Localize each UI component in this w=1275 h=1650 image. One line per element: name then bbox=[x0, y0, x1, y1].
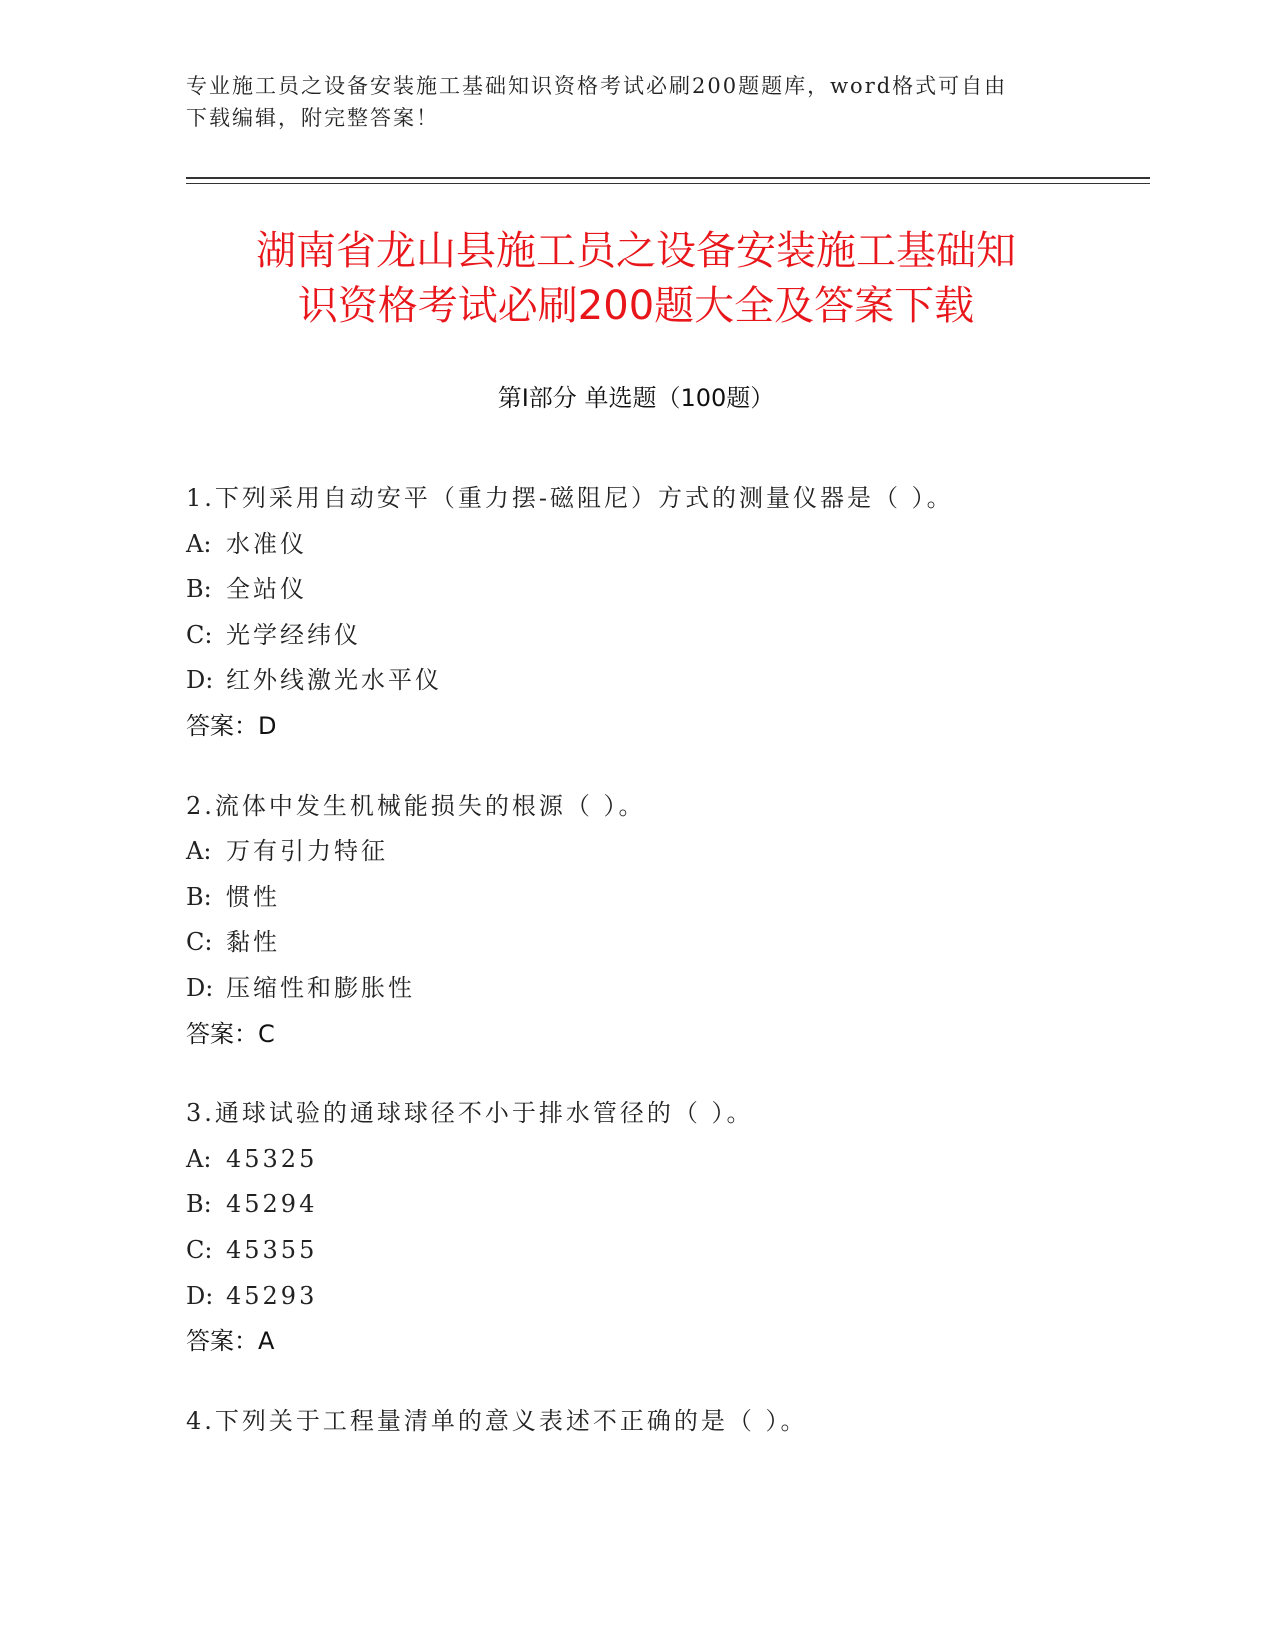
question-stem: 4.下列关于工程量清单的意义表述不正确的是（ ）。 bbox=[186, 1406, 808, 1435]
option-b bbox=[186, 1182, 1146, 1228]
option-text: 45294 bbox=[226, 1190, 318, 1219]
intro-line-2: 下载编辑，附完整答案！ bbox=[186, 106, 439, 130]
answer-line: 答案：A bbox=[186, 1327, 275, 1356]
option-text: 惯性 bbox=[226, 882, 280, 911]
option-label: B: bbox=[186, 882, 212, 911]
question-2 bbox=[186, 784, 1146, 1058]
option-b bbox=[186, 875, 1146, 921]
header-rule-thin bbox=[186, 183, 1150, 184]
option-a bbox=[186, 1137, 1146, 1183]
option-label: B: bbox=[186, 575, 212, 604]
question-stem: 3.通球试验的通球球径不小于排水管径的（ ）。 bbox=[186, 1099, 754, 1128]
option-label: C: bbox=[186, 620, 213, 649]
section-heading: 第Ⅰ部分 单选题（100题） bbox=[497, 384, 775, 412]
option-c bbox=[186, 920, 1146, 966]
answer-line: 答案：C bbox=[186, 1019, 275, 1048]
option-text: 万有引力特征 bbox=[226, 837, 388, 866]
question-3 bbox=[186, 1091, 1146, 1365]
title-line-1: 湖南省龙山县施工员之设备安装施工基础知 bbox=[256, 228, 1016, 274]
option-label: D: bbox=[186, 973, 214, 1002]
option-a bbox=[186, 522, 1146, 568]
answer-line: 答案：D bbox=[186, 711, 277, 740]
option-label: B: bbox=[186, 1190, 212, 1219]
question-4 bbox=[186, 1399, 1146, 1445]
option-label: D: bbox=[186, 666, 214, 695]
option-d bbox=[186, 658, 1146, 704]
option-text: 45325 bbox=[226, 1144, 318, 1173]
question-stem: 2.流体中发生机械能损失的根源（ ）。 bbox=[186, 791, 646, 820]
option-label: D: bbox=[186, 1281, 214, 1310]
question-stem: 1.下列采用自动安平（重力摆-磁阻尼）方式的测量仪器是（ ）。 bbox=[186, 484, 954, 512]
option-c bbox=[186, 613, 1146, 659]
option-d bbox=[186, 1274, 1146, 1320]
option-c bbox=[186, 1228, 1146, 1274]
option-text: 水准仪 bbox=[226, 529, 307, 558]
intro-text bbox=[186, 70, 1076, 134]
option-text: 压缩性和膨胀性 bbox=[226, 973, 415, 1002]
option-text: 45355 bbox=[226, 1235, 318, 1264]
option-text: 光学经纬仪 bbox=[226, 620, 361, 649]
option-label: A: bbox=[186, 837, 212, 866]
document-title bbox=[186, 224, 1086, 334]
question-1 bbox=[186, 476, 1146, 750]
option-label: A: bbox=[186, 529, 212, 558]
intro-line-1: 专业施工员之设备安装施工基础知识资格考试必刷200题题库，word格式可自由 bbox=[186, 74, 1008, 98]
option-label: C: bbox=[186, 928, 213, 957]
header-rule-thick bbox=[186, 177, 1150, 179]
option-b bbox=[186, 567, 1146, 613]
option-label: C: bbox=[186, 1235, 213, 1264]
question-list bbox=[186, 476, 1146, 1478]
option-text: 全站仪 bbox=[226, 575, 307, 604]
option-text: 黏性 bbox=[226, 928, 280, 957]
option-label: A: bbox=[186, 1144, 212, 1173]
option-d bbox=[186, 966, 1146, 1012]
option-text: 红外线激光水平仪 bbox=[226, 666, 442, 695]
option-a bbox=[186, 829, 1146, 875]
option-text: 45293 bbox=[226, 1281, 318, 1310]
title-line-2: 识资格考试必刷200题大全及答案下载 bbox=[297, 283, 975, 329]
